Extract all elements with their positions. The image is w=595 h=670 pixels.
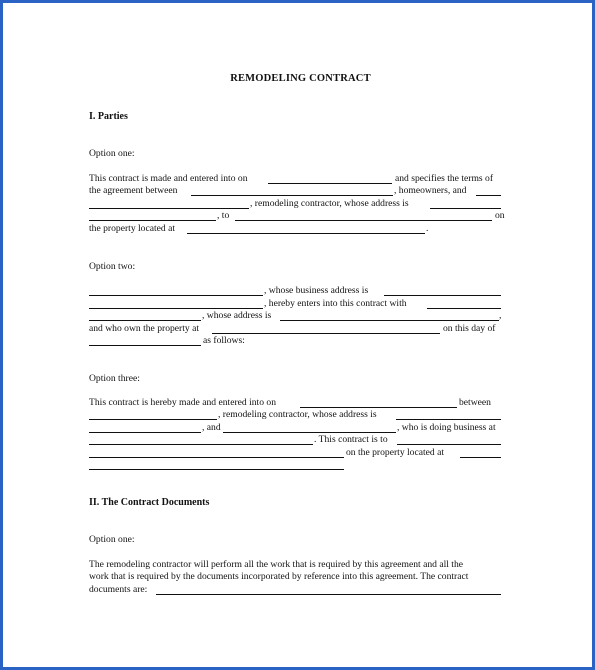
blank-field[interactable] bbox=[89, 345, 201, 346]
document-title: REMODELING CONTRACT bbox=[230, 73, 371, 84]
blank-field[interactable] bbox=[89, 444, 313, 445]
clause-text: as follows: bbox=[203, 335, 245, 346]
blank-field[interactable] bbox=[89, 432, 201, 433]
clause-text: The remodeling contractor will perform all the work that is required by this agreement and all the bbox=[89, 559, 464, 570]
blank-field[interactable] bbox=[396, 419, 501, 420]
option-label: Option one: bbox=[89, 534, 135, 545]
blank-field[interactable] bbox=[89, 457, 344, 458]
blank-field[interactable] bbox=[384, 295, 501, 296]
clause-text: on this day of bbox=[443, 323, 496, 334]
clause-text: This contract is hereby made and entered into on bbox=[89, 397, 277, 408]
blank-field[interactable] bbox=[89, 469, 344, 470]
blank-field[interactable] bbox=[476, 195, 501, 196]
blank-field[interactable] bbox=[460, 457, 501, 458]
clause-text: work that is required by the documents incorporated by reference into this agreement. The contract bbox=[89, 571, 469, 582]
blank-field[interactable] bbox=[223, 432, 396, 433]
blank-field[interactable] bbox=[191, 195, 393, 196]
blank-field[interactable] bbox=[427, 308, 501, 309]
clause-text: , who is doing business at bbox=[397, 422, 496, 433]
blank-field[interactable] bbox=[268, 183, 392, 184]
option-label: Option two: bbox=[89, 261, 136, 272]
clause-text: on the property located at bbox=[346, 447, 445, 458]
clause-text: , remodeling contractor, whose address is bbox=[218, 409, 377, 420]
blank-field[interactable] bbox=[397, 444, 501, 445]
clause-text: , hereby enters into this contract with bbox=[264, 298, 407, 309]
option-label: Option three: bbox=[89, 373, 140, 384]
clause-text: , whose address is bbox=[202, 310, 272, 321]
clause-text: the agreement between bbox=[89, 185, 178, 196]
section-heading-contract-documents: II. The Contract Documents bbox=[89, 497, 210, 508]
option-label: Option one: bbox=[89, 148, 135, 159]
clause-text: , remodeling contractor, whose address is bbox=[250, 198, 409, 209]
blank-field[interactable] bbox=[187, 233, 425, 234]
clause-text: . bbox=[426, 223, 429, 234]
blank-field[interactable] bbox=[89, 320, 201, 321]
clause-text: , homeowners, and bbox=[394, 185, 467, 196]
clause-text: , and bbox=[202, 422, 221, 433]
blank-field[interactable] bbox=[89, 208, 249, 209]
clause-text: and who own the property at bbox=[89, 323, 200, 334]
blank-field[interactable] bbox=[212, 333, 440, 334]
section-heading-parties: I. Parties bbox=[89, 111, 128, 122]
clause-text: , to bbox=[217, 210, 230, 221]
blank-field[interactable] bbox=[235, 220, 492, 221]
clause-text: documents are: bbox=[89, 584, 148, 595]
blank-field[interactable] bbox=[280, 320, 499, 321]
blank-field[interactable] bbox=[89, 419, 217, 420]
clause-text: the property located at bbox=[89, 223, 176, 234]
clause-text: on bbox=[495, 210, 505, 221]
clause-text: . This contract is to bbox=[314, 434, 388, 445]
clause-text: , bbox=[499, 310, 502, 321]
clause-text: between bbox=[459, 397, 491, 408]
clause-text: This contract is made and entered into on bbox=[89, 173, 248, 184]
blank-field[interactable] bbox=[430, 208, 501, 209]
blank-field[interactable] bbox=[300, 407, 457, 408]
clause-text: and specifies the terms of bbox=[395, 173, 494, 184]
clause-text: , whose business address is bbox=[264, 285, 369, 296]
blank-field[interactable] bbox=[89, 308, 263, 309]
blank-field[interactable] bbox=[89, 295, 263, 296]
blank-field[interactable] bbox=[89, 220, 216, 221]
blank-field[interactable] bbox=[156, 594, 501, 595]
